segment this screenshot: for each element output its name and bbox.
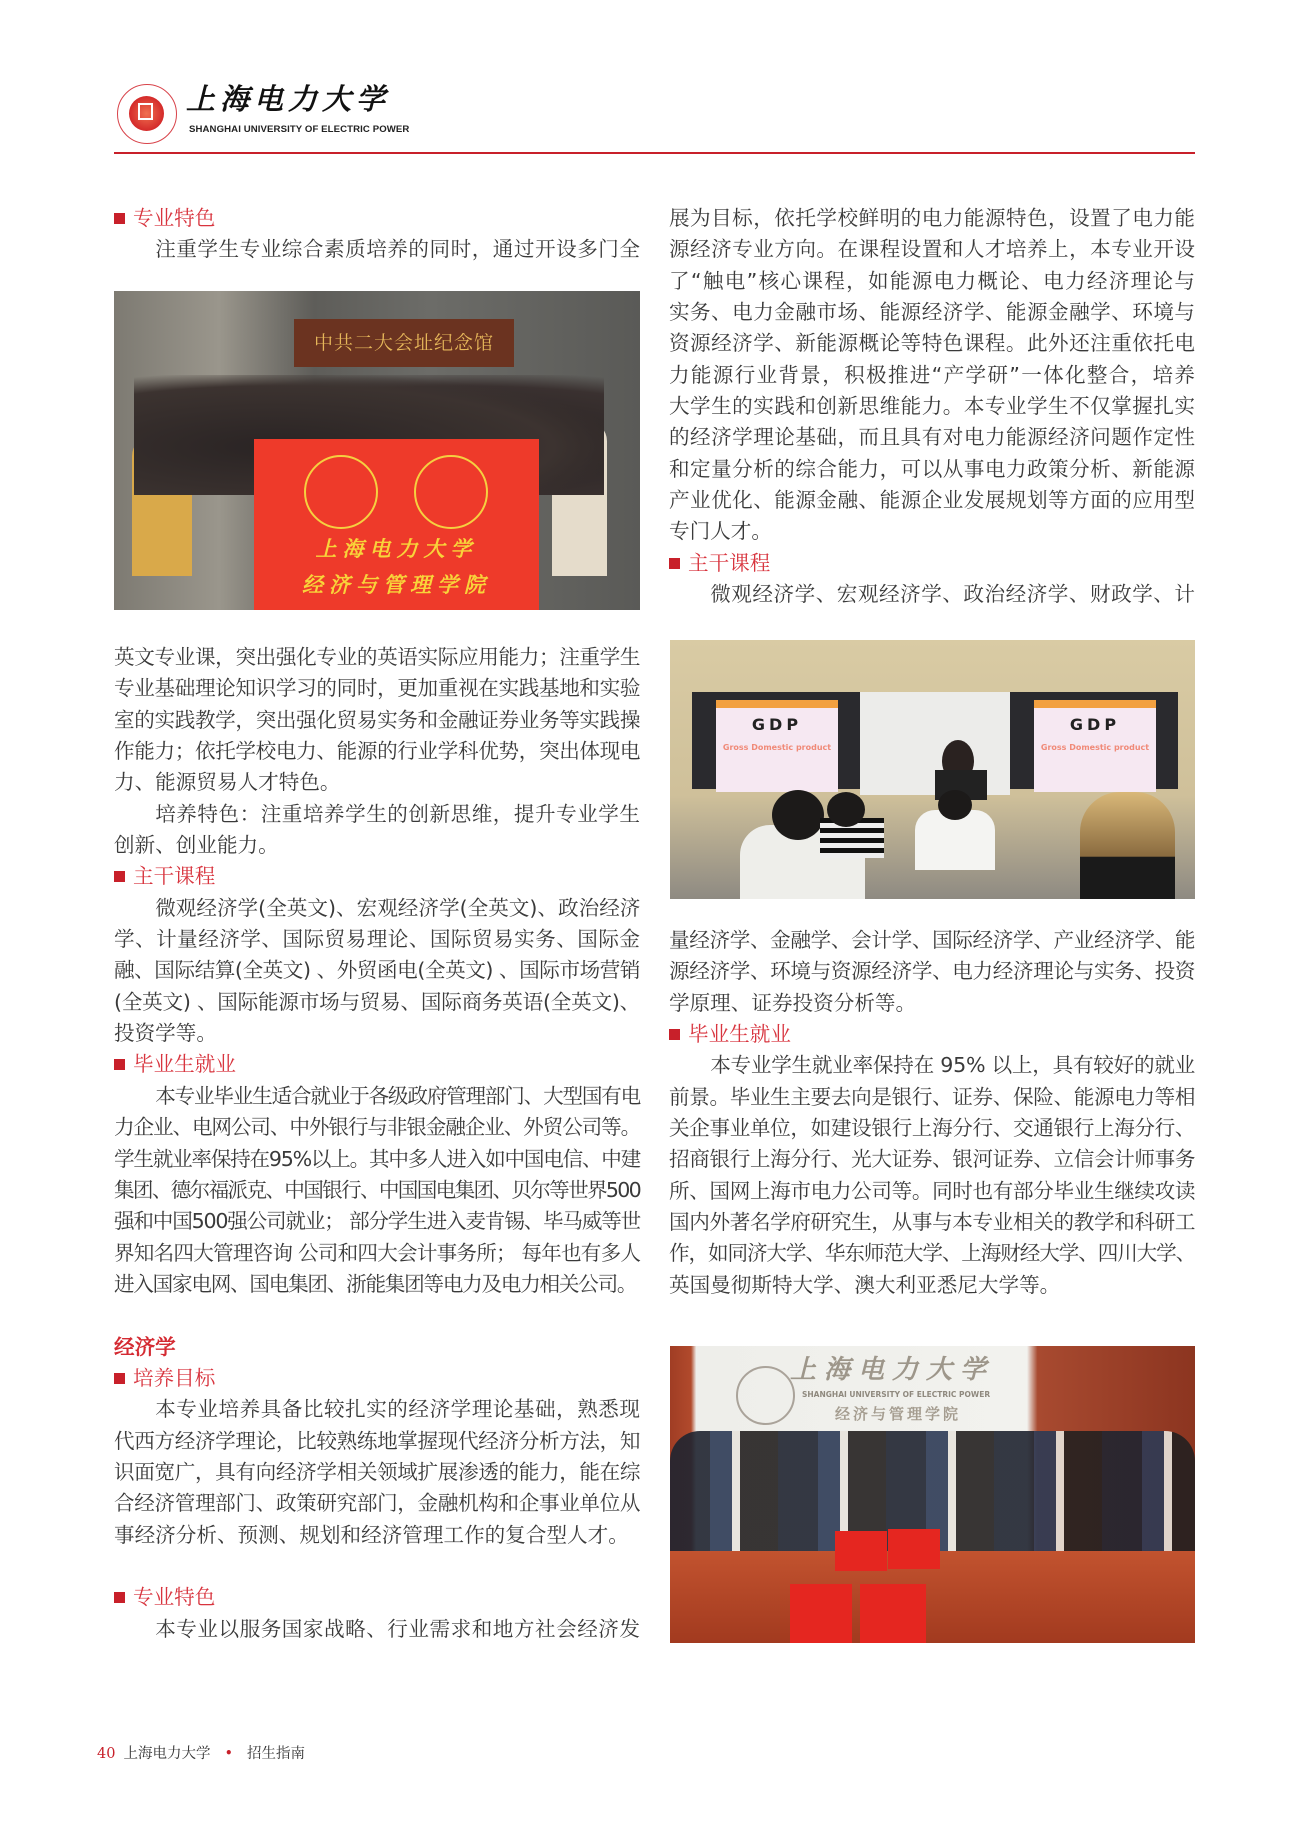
university-emblem <box>304 455 378 529</box>
paragraph-line: 所、国网上海市电力公司等。同时也有部分毕业生继续攻读 <box>669 1178 1195 1203</box>
paragraph-line: 合经济管理部门、政策研究部门，金融机构和企事业单位从 <box>114 1491 640 1516</box>
paragraph-line: 力企业、电网公司、中外银行与非银金融企业、外贸公司等。 <box>114 1115 640 1140</box>
paragraph-line: 大学生的实践和创新思维能力。本专业学生不仅掌握扎实 <box>669 394 1195 419</box>
university-name-en: SHANGHAI UNIVERSITY OF ELECTRIC POWER <box>189 124 410 135</box>
paragraph-line: 本专业培养具备比较扎实的经济学理论基础，熟悉现 <box>155 1397 640 1422</box>
paragraph-line: 学原理、证券投资分析等。 <box>669 990 917 1015</box>
paragraph-line: 本专业以服务国家战略、行业需求和地方社会经济发 <box>155 1616 640 1641</box>
paragraph-line: 源经济专业方向。在课程设置和人才培养上，本专业开设 <box>669 237 1195 262</box>
square-bullet-icon <box>114 871 125 882</box>
slide-subtitle: Gross Domestic product <box>1040 743 1150 752</box>
paragraph-line: 事经济分析、预测、规划和经济管理工作的复合型人才。 <box>114 1522 629 1547</box>
paragraph-line: 微观经济学、宏观经济学、政治经济学、财政学、计 <box>710 582 1195 607</box>
paragraph-line: 实务、电力金融市场、能源经济学、能源金融学、环境与 <box>669 300 1195 325</box>
square-bullet-icon <box>114 213 125 224</box>
paragraph-line: 本专业学生就业率保持在 95% 以上，具有较好的就业 <box>710 1053 1196 1078</box>
paragraph-line: 集团、德尔福派克、中国银行、中国国电集团、贝尔等世界500 <box>114 1177 640 1202</box>
square-bullet-icon <box>114 1373 125 1384</box>
paragraph-line: 强和中国500强公司就业； 部分学生进入麦肯锡、毕马威等世 <box>114 1209 640 1234</box>
display-screen <box>1010 692 1178 789</box>
paragraph-line: 的经济学理论基础，而且具有对电力能源经济问题作定性 <box>669 425 1195 450</box>
school-emblem <box>414 455 488 529</box>
square-bullet-icon <box>114 1059 125 1070</box>
flag <box>860 1584 926 1643</box>
wall-sign-en: SHANGHAI UNIVERSITY OF ELECTRIC POWER <box>802 1390 991 1399</box>
paragraph-line: 微观经济学(全英文)、宏观经济学(全英文)、政治经济 <box>155 895 641 920</box>
page-footer <box>97 1742 305 1763</box>
paragraph-line: 力、能源贸易人才特色。 <box>114 770 341 795</box>
spacer <box>114 1551 640 1582</box>
paragraph-line: 专门人才。 <box>669 519 772 544</box>
page-number: 40 <box>97 1746 116 1762</box>
paragraph-line: 代西方经济学理论，比较熟练地掌握现代经济分析方法，知 <box>114 1428 640 1453</box>
paragraph-line: 学生就业率保持在95%以上。其中多人进入如中国电信、中建 <box>114 1146 640 1171</box>
paragraph-line: (全英文) 、国际能源市场与贸易、国际商务英语(全英文)、 <box>114 989 640 1014</box>
flag <box>888 1529 940 1569</box>
paragraph-line: 前景。毕业生主要去向是银行、证券、保险、能源电力等相 <box>669 1084 1195 1109</box>
banner-text: 经济与管理学院 <box>302 572 491 597</box>
spacer <box>114 1300 640 1331</box>
right-column-intro <box>669 203 1195 610</box>
paragraph-line: 进入国家电网、国电集团、浙能集团等电力及电力相关公司。 <box>114 1271 637 1296</box>
section-heading <box>114 1363 640 1394</box>
paragraph-line: 源经济学、环境与资源经济学、电力经济理论与实务、投资 <box>669 959 1195 984</box>
square-bullet-icon <box>669 1029 680 1040</box>
student-head <box>827 792 865 827</box>
paragraph-line: 和定量分析的综合能力，可以从事电力政策分析、新能源 <box>669 456 1195 481</box>
paragraph-line: 作能力；依托学校电力、能源的行业学科优势，突出体现电 <box>114 739 640 764</box>
paragraph-line: 识面宽广，具有向经济学相关领域扩展渗透的能力，能在综 <box>114 1459 640 1484</box>
paragraph-line: 展为目标，依托学校鲜明的电力能源特色，设置了电力能 <box>669 206 1195 230</box>
section-heading <box>114 1582 640 1613</box>
paragraph-line: 融、国际结算(全英文) 、外贸函电(全英文) 、国际市场营销 <box>114 958 640 983</box>
footer-guide: 招生指南 <box>247 1746 306 1762</box>
section-heading <box>114 1049 640 1080</box>
paragraph-line: 界知名四大管理咨询 公司和四大会计事务所； 每年也有多人 <box>114 1240 640 1265</box>
paragraph-line: 产业优化、能源金融、能源企业发展规划等方面的应用型 <box>669 488 1195 513</box>
left-column-main <box>114 642 640 1645</box>
paragraph-line: 创新、创业能力。 <box>114 833 279 858</box>
paragraph-line: 资源经济学、新能源概论等特色课程。此外还注重依托电 <box>669 331 1195 356</box>
paragraph-line: 量经济学、金融学、会计学、国际经济学、产业经济学、能 <box>669 928 1195 952</box>
section-heading <box>114 203 640 234</box>
section-heading-label: 毕业生就业 <box>688 1022 791 1047</box>
section-heading-label: 毕业生就业 <box>133 1052 236 1077</box>
paragraph-line: 关企事业单位，如建设银行上海分行、交通银行上海分行、 <box>669 1116 1195 1141</box>
section-heading <box>669 1019 1195 1050</box>
red-banner <box>254 439 539 610</box>
paragraph-line: 培养特色：注重培养学生的创新思维，提升专业学生 <box>155 801 640 826</box>
footer-separator: • <box>224 1746 234 1762</box>
slide-title: GDP <box>1069 715 1121 734</box>
slide <box>1034 700 1156 792</box>
paragraph-line: 国内外著名学府研究生，从事与本专业相关的教学和科研工 <box>669 1210 1195 1235</box>
flag <box>835 1531 887 1571</box>
slide-title: GDP <box>751 715 803 734</box>
flag <box>790 1584 852 1643</box>
section-heading <box>669 548 1195 579</box>
wall-sign-school: 经济与管理学院 <box>835 1405 962 1423</box>
paragraph-line: 室的实践教学，突出强化贸易实务和金融证券业务等实践操 <box>114 707 640 732</box>
banner-text: 上海电力大学 <box>315 536 478 561</box>
photo-group-school-lobby <box>670 1346 1195 1643</box>
photo-group-memorial-hall <box>114 291 640 610</box>
university-seal-logo <box>117 84 177 144</box>
paragraph-line: 注重学生专业综合素质培养的同时，通过开设多门全 <box>155 237 640 262</box>
header-divider <box>114 152 1195 154</box>
major-title: 经济学 <box>114 1334 176 1359</box>
paragraph-line: 英国曼彻斯特大学、澳大利亚悉尼大学等。 <box>669 1272 1061 1297</box>
paragraph-line: 招商银行上海分行、光大证券、银河证券、立信会计师事务 <box>669 1147 1195 1172</box>
footer-university: 上海电力大学 <box>123 1746 211 1762</box>
paragraph-line: 英文专业课，突出强化专业的英语实际应用能力；注重学生 <box>114 645 640 669</box>
wall-sign-cn: 上海电力大学 <box>790 1355 995 1385</box>
section-heading-label: 主干课程 <box>688 550 771 575</box>
student-head <box>772 790 824 840</box>
section-heading-label: 主干课程 <box>133 864 216 889</box>
section-heading-label: 培养目标 <box>133 1365 216 1390</box>
paragraph-line: 投资学等。 <box>114 1021 217 1046</box>
student <box>1080 792 1175 899</box>
university-name-cn: 上海电力大学 <box>186 82 391 116</box>
section-heading-label: 专业特色 <box>133 206 216 230</box>
paragraph-line: 作，如同济大学、华东师范大学、上海财经大学、四川大学、 <box>669 1241 1195 1266</box>
display-screen <box>692 692 860 789</box>
memorial-sign: 中共二大会址纪念馆 <box>294 319 514 367</box>
left-column-intro <box>114 203 640 266</box>
photo-classroom-lecture <box>670 640 1195 899</box>
slide-subtitle: Gross Domestic product <box>722 743 832 752</box>
wall-emblem <box>736 1366 795 1425</box>
paragraph-line: 专业基础理论知识学习的同时，更加重视在实践基地和实验 <box>114 676 640 701</box>
paragraph-line: 学、计量经济学、国际贸易理论、国际贸易实务、国际金 <box>114 927 640 952</box>
right-column-main <box>669 925 1195 1301</box>
section-heading <box>114 861 640 892</box>
square-bullet-icon <box>669 558 680 569</box>
paragraph-line: 本专业毕业生适合就业于各级政府管理部门、大型国有电 <box>155 1083 640 1108</box>
paragraph-line: 力能源行业背景，积极推进“产学研”一体化整合，培养 <box>669 362 1195 387</box>
slide <box>716 700 838 792</box>
student-head <box>938 790 972 820</box>
square-bullet-icon <box>114 1592 125 1603</box>
section-heading-label: 专业特色 <box>133 1585 216 1610</box>
paragraph-line: 了“触电”核心课程，如能源电力概论、电力经济理论与 <box>669 268 1195 293</box>
